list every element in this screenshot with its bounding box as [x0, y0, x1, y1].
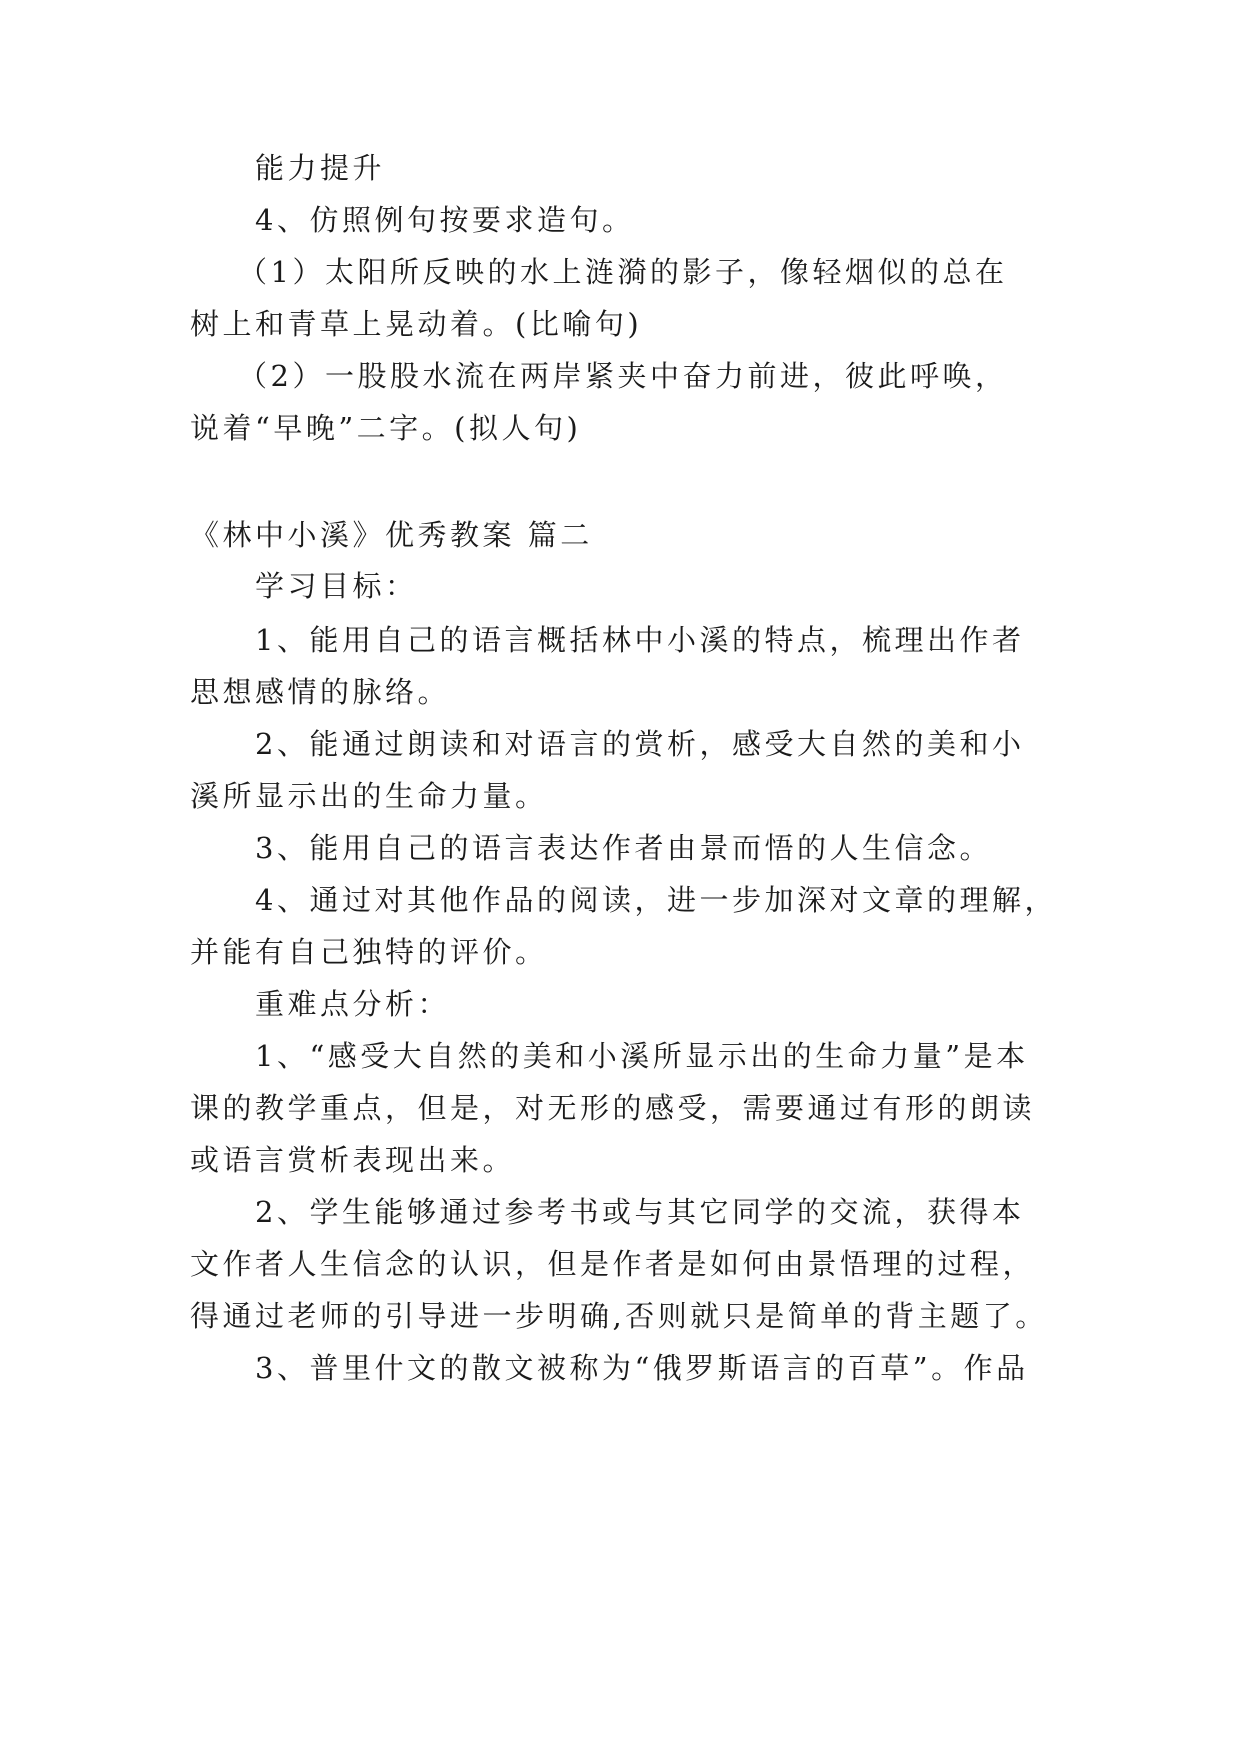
example-1-line-1: （1）太阳所反映的水上涟漪的影子，像轻烟似的总在	[238, 255, 1008, 289]
goal-1-line-1: 1、能用自己的语言概括林中小溪的特点，梳理出作者	[255, 623, 1025, 657]
learning-goals-heading: 学习目标：	[255, 569, 418, 603]
section-title-lesson-plan-2: 《林中小溪》优秀教案 篇二	[190, 518, 593, 552]
difficulty-3-line-1: 3、普里什文的散文被称为“俄罗斯语言的百草”。作品	[255, 1351, 1029, 1385]
difficulty-1-line-3: 或语言赏析表现出来。	[190, 1143, 516, 1177]
difficulty-2-line-2: 文作者人生信念的认识，但是作者是如何由景悟理的过程，	[190, 1247, 1036, 1281]
goal-3-line-1: 3、能用自己的语言表达作者由景而悟的人生信念。	[255, 831, 992, 865]
difficulty-2-line-1: 2、学生能够通过参考书或与其它同学的交流，获得本	[255, 1195, 1025, 1229]
question-4: 4、仿照例句按要求造句。	[255, 203, 635, 237]
example-1-line-2: 树上和青草上晃动着。(比喻句)	[190, 307, 643, 341]
goal-2-line-1: 2、能通过朗读和对语言的赏析，感受大自然的美和小	[255, 727, 1025, 761]
difficulty-2-line-3: 得通过老师的引导进一步明确,否则就只是简单的背主题了。	[190, 1299, 1048, 1333]
difficulty-1-line-2: 课的教学重点，但是，对无形的感受，需要通过有形的朗读	[190, 1091, 1036, 1125]
goal-4-line-1: 4、通过对其他作品的阅读，进一步加深对文章的理解，	[255, 883, 1057, 917]
difficulty-heading: 重难点分析：	[255, 987, 451, 1021]
difficulty-1-line-1: 1、“感受大自然的美和小溪所显示出的生命力量”是本	[255, 1039, 1029, 1073]
goal-1-line-2: 思想感情的脉络。	[190, 675, 451, 709]
section-heading-ability: 能力提升	[255, 151, 386, 185]
example-2-line-1: （2）一股股水流在两岸紧夹中奋力前进，彼此呼唤，	[238, 359, 1008, 393]
goal-2-line-2: 溪所显示出的生命力量。	[190, 779, 548, 813]
goal-4-line-2: 并能有自己独特的评价。	[190, 935, 548, 969]
example-2-line-2: 说着“早晚”二字。(拟人句)	[190, 411, 582, 445]
